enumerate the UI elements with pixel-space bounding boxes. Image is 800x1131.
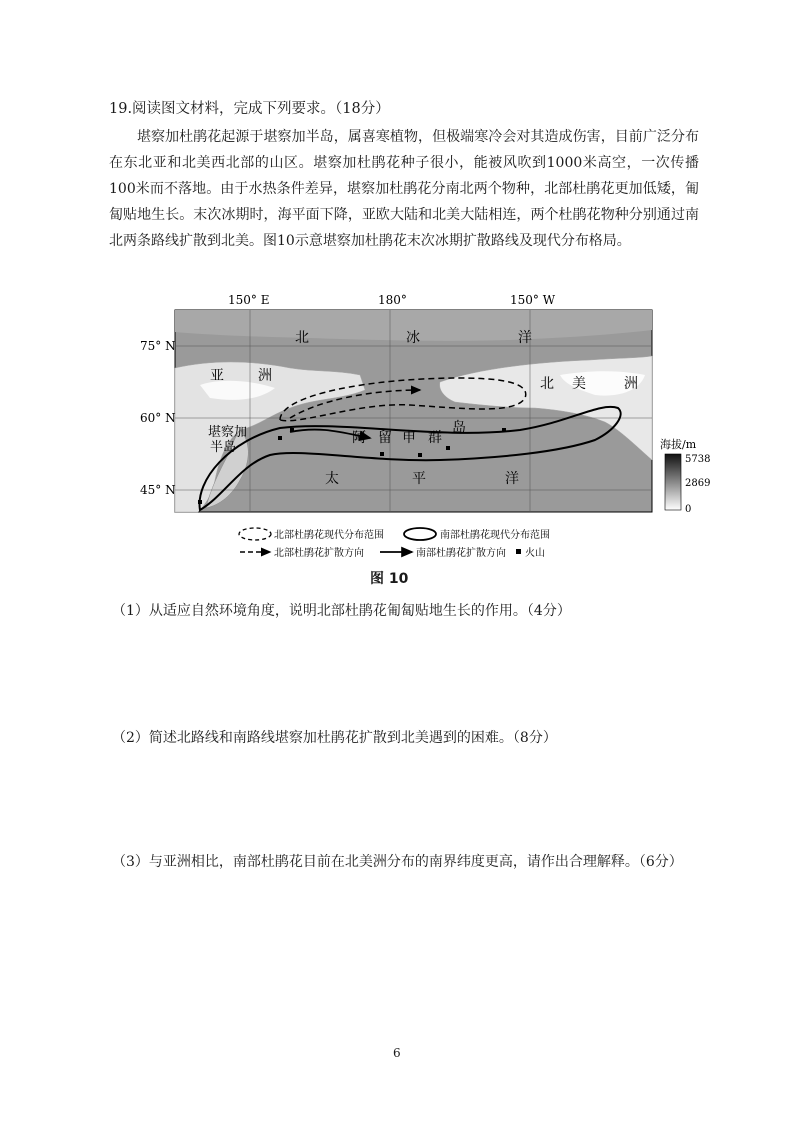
page-number: 6 — [393, 1046, 401, 1060]
label-aleut-2: 留 — [378, 430, 392, 446]
lon-label-180: 180° — [378, 293, 407, 307]
volcano-marker — [502, 428, 506, 432]
label-na-1: 北 — [540, 376, 554, 392]
legend-north-dir: 北部杜鹃花扩散方向 — [274, 548, 364, 559]
label-pacific-3: 洋 — [505, 471, 519, 487]
volcano-marker — [380, 452, 384, 456]
label-arctic-3: 洋 — [518, 330, 532, 346]
volcano-marker — [418, 453, 422, 457]
elevation-max: 5738 — [685, 454, 711, 465]
subquestion-1: （1）从适应自然环境角度，说明北部杜鹃花匍匐贴地生长的作用。（4分） — [112, 603, 571, 619]
elevation-colorbar — [665, 454, 681, 510]
label-arctic-1: 北 — [295, 330, 309, 346]
lon-label-150w: 150° W — [510, 293, 556, 307]
lat-label-45n: 45° N — [140, 483, 176, 497]
legend-north-range-symbol — [239, 528, 271, 540]
label-aleut-5: 岛 — [452, 420, 466, 436]
lon-label-150e: 150° E — [228, 293, 270, 307]
volcano-marker — [198, 500, 202, 504]
subquestion-3: （3）与亚洲相比，南部杜鹃花目前在北美洲分布的南界纬度更高，请作出合理解释。（6分） — [112, 854, 683, 870]
question-paragraph: 堪察加杜鹃花起源于堪察加半岛，属喜寒植物，但极端寒冷会对其造成伤害，目前广泛分布在东北亚和北美西北部的山区。堪察加杜鹃花种子很小，能被风吹到1000米高空，一次传播100米而不落地。由于水热条件差异，堪察加杜鹃花分南北两个物种，北部杜鹃花更加低矮，匍匐贴地生长。末次冰期时，海平面下降，亚欧大陆和北美大陆相连，两个杜鹃花物种分别通过南北两条路线扩散到北美。图10示意堪察加杜鹃花末次冰期扩散路线及现代分布格局。 — [109, 129, 699, 249]
legend-north-range: 北部杜鹃花现代分布范围 — [274, 530, 384, 541]
label-na-3: 洲 — [624, 376, 638, 392]
volcano-marker — [446, 446, 450, 450]
label-asia-2: 洲 — [258, 368, 272, 384]
label-aleut-4: 群 — [428, 430, 442, 446]
elevation-mid: 2869 — [685, 478, 711, 489]
label-asia-1: 亚 — [210, 368, 224, 384]
volcano-marker — [278, 436, 282, 440]
volcano-marker — [290, 428, 294, 432]
figure-10-map — [140, 290, 711, 590]
label-pacific-2: 平 — [412, 471, 426, 487]
label-na-2: 美 — [572, 376, 586, 392]
label-kamchatka-2: 半岛 — [210, 440, 237, 455]
label-pacific-1: 太 — [325, 471, 339, 487]
subquestion-2: （2）简述北路线和南路线堪察加杜鹃花扩散到北美遇到的困难。（8分） — [112, 730, 557, 746]
legend-volcano: 火山 — [525, 548, 545, 559]
map-svg — [140, 290, 711, 590]
label-aleut-3: 申 — [402, 430, 416, 446]
elevation-title: 海拔/m — [660, 438, 697, 451]
legend-volcano-symbol — [516, 549, 521, 554]
label-aleut-1: 阿 — [352, 430, 366, 446]
question-header: 19.阅读图文材料，完成下列要求。（18分） — [109, 101, 390, 117]
legend-south-range: 南部杜鹃花现代分布范围 — [440, 530, 550, 541]
label-arctic-2: 冰 — [406, 330, 420, 346]
legend-south-range-symbol — [404, 528, 436, 540]
lat-label-75n: 75° N — [140, 339, 176, 353]
legend-south-dir: 南部杜鹃花扩散方向 — [416, 548, 506, 559]
lat-label-60n: 60° N — [140, 411, 176, 425]
figure-caption: 图 10 — [370, 571, 409, 587]
elevation-min: 0 — [685, 504, 692, 515]
label-kamchatka-1: 堪察加 — [208, 425, 248, 440]
